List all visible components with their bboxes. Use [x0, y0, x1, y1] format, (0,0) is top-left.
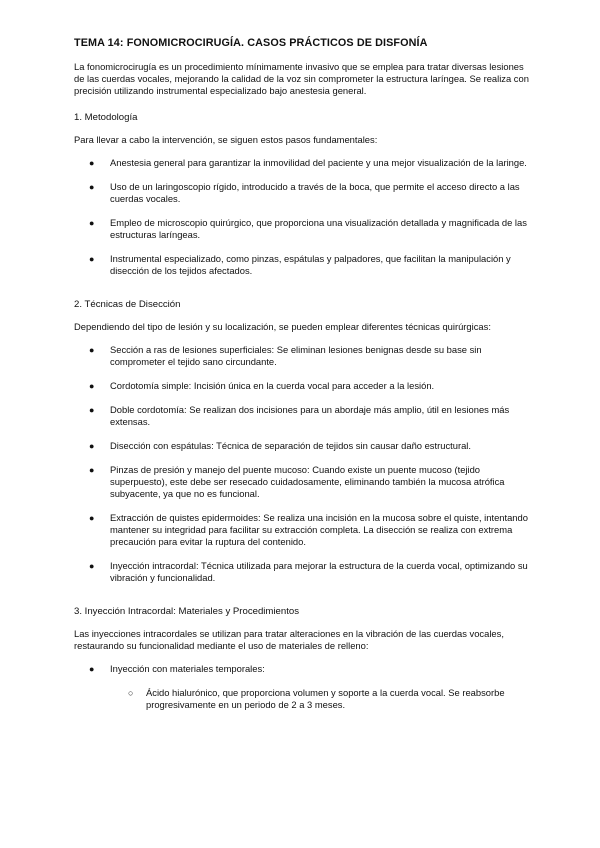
circle-bullet-icon: ○ — [128, 688, 134, 698]
bullet-icon: ● — [89, 381, 95, 391]
section-heading-metodologia: 1. Metodología — [74, 112, 138, 123]
bullet-list — [74, 663, 536, 675]
list-item-text: Extracción de quistes epidermoides: Se realiza una incisión en la mucosa sobre el quiste, intentando mantener su integridad para facilitar su extracción completa. La disección se realiza con extrema precaución para evitar la ruptura del contenido. — [110, 512, 528, 547]
list-item-text: Pinzas de presión y manejo del puente mucoso: Cuando existe un puente mucoso (tejido superpuesto), este debe ser resecado cuidadosamente, eliminando también la mucosa atrófica subyacente, ya que no es funcional. — [110, 464, 505, 499]
section-lead: Para llevar a cabo la intervención, se siguen estos pasos fundamentales: — [74, 134, 378, 145]
list-item-text: Empleo de microscopio quirúrgico, que proporciona una visualización detallada y magnificada de las estructuras laríngeas. — [110, 217, 527, 240]
list-item-text: Cordotomía simple: Incisión única en la cuerda vocal para acceder a la lesión. — [110, 380, 435, 391]
sub-list-item — [74, 687, 536, 711]
sub-bullet-list — [74, 687, 536, 711]
document-title: TEMA 14: FONOMICROCIRUGÍA. CASOS PRÁCTICOS DE DISFONÍA — [74, 37, 428, 49]
bullet-icon: ● — [89, 465, 95, 475]
bullet-list — [74, 344, 536, 584]
list-item-text: Inyección con materiales temporales: — [110, 663, 265, 674]
list-item — [74, 344, 536, 368]
list-item — [74, 512, 536, 548]
list-item — [74, 440, 536, 452]
section-heading-tecnicas: 2. Técnicas de Disección — [74, 299, 181, 310]
bullet-icon: ● — [89, 158, 95, 168]
list-item — [74, 464, 536, 500]
list-item-text: Inyección intracordal: Técnica utilizada para mejorar la estructura de la cuerda vocal, optimizando su vibración y funcionalidad. — [110, 560, 528, 583]
bullet-icon: ● — [89, 664, 95, 674]
bullet-icon: ● — [89, 513, 95, 523]
sub-list-item-text: Ácido hialurónico, que proporciona volumen y soporte a la cuerda vocal. Se reabsorbe progresivamente en un periodo de 2 a 3 meses. — [146, 687, 505, 710]
intro-paragraph: La fonomicrocirugía es un procedimiento mínimamente invasivo que se emplea para tratar diversas lesiones de las cuerdas vocales, mejorando la calidad de la voz sin comprometer la estructura laríngea. Se realiza con precisión utilizando instrumental especializado bajo anestesia general. — [74, 61, 529, 96]
bullet-list — [74, 157, 536, 277]
bullet-icon: ● — [89, 561, 95, 571]
section-lead: Dependiendo del tipo de lesión y su localización, se pueden emplear diferentes técnicas quirúrgicas: — [74, 321, 491, 332]
list-item-text: Uso de un laringoscopio rígido, introducido a través de la boca, que permite el acceso directo a las cuerdas vocales. — [110, 181, 520, 204]
bullet-icon: ● — [89, 218, 95, 228]
bullet-icon: ● — [89, 345, 95, 355]
bullet-icon: ● — [89, 441, 95, 451]
list-item-text: Instrumental especializado, como pinzas, espátulas y palpadores, que facilitan la manipulación y disección de los tejidos afectados. — [110, 253, 511, 276]
list-item-text: Sección a ras de lesiones superficiales: Se eliminan lesiones benignas desde su base sin comprometer el tejido sano circundante. — [110, 344, 482, 367]
section-heading-inyeccion: 3. Inyección Intracordal: Materiales y Procedimientos — [74, 606, 300, 617]
list-item-text: Anestesia general para garantizar la inmovilidad del paciente y una mejor visualización de la laringe. — [110, 157, 527, 168]
list-item — [74, 181, 536, 205]
list-item — [74, 157, 536, 169]
bullet-icon: ● — [89, 405, 95, 415]
list-item — [74, 253, 536, 277]
list-item — [74, 217, 536, 241]
list-item — [74, 663, 536, 675]
bullet-icon: ● — [89, 254, 95, 264]
list-item — [74, 380, 536, 392]
document-content — [74, 37, 536, 723]
list-item-text: Doble cordotomía: Se realizan dos incisiones para un abordaje más amplio, útil en lesiones más extensas. — [110, 404, 510, 427]
section-lead: Las inyecciones intracordales se utilizan para tratar alteraciones en la vibración de las cuerdas vocales, restaurando su funcionalidad mediante el uso de materiales de relleno: — [74, 628, 504, 651]
list-item-text: Disección con espátulas: Técnica de separación de tejidos sin causar daño estructural. — [110, 440, 471, 451]
bullet-icon: ● — [89, 182, 95, 192]
list-item — [74, 560, 536, 584]
list-item — [74, 404, 536, 428]
